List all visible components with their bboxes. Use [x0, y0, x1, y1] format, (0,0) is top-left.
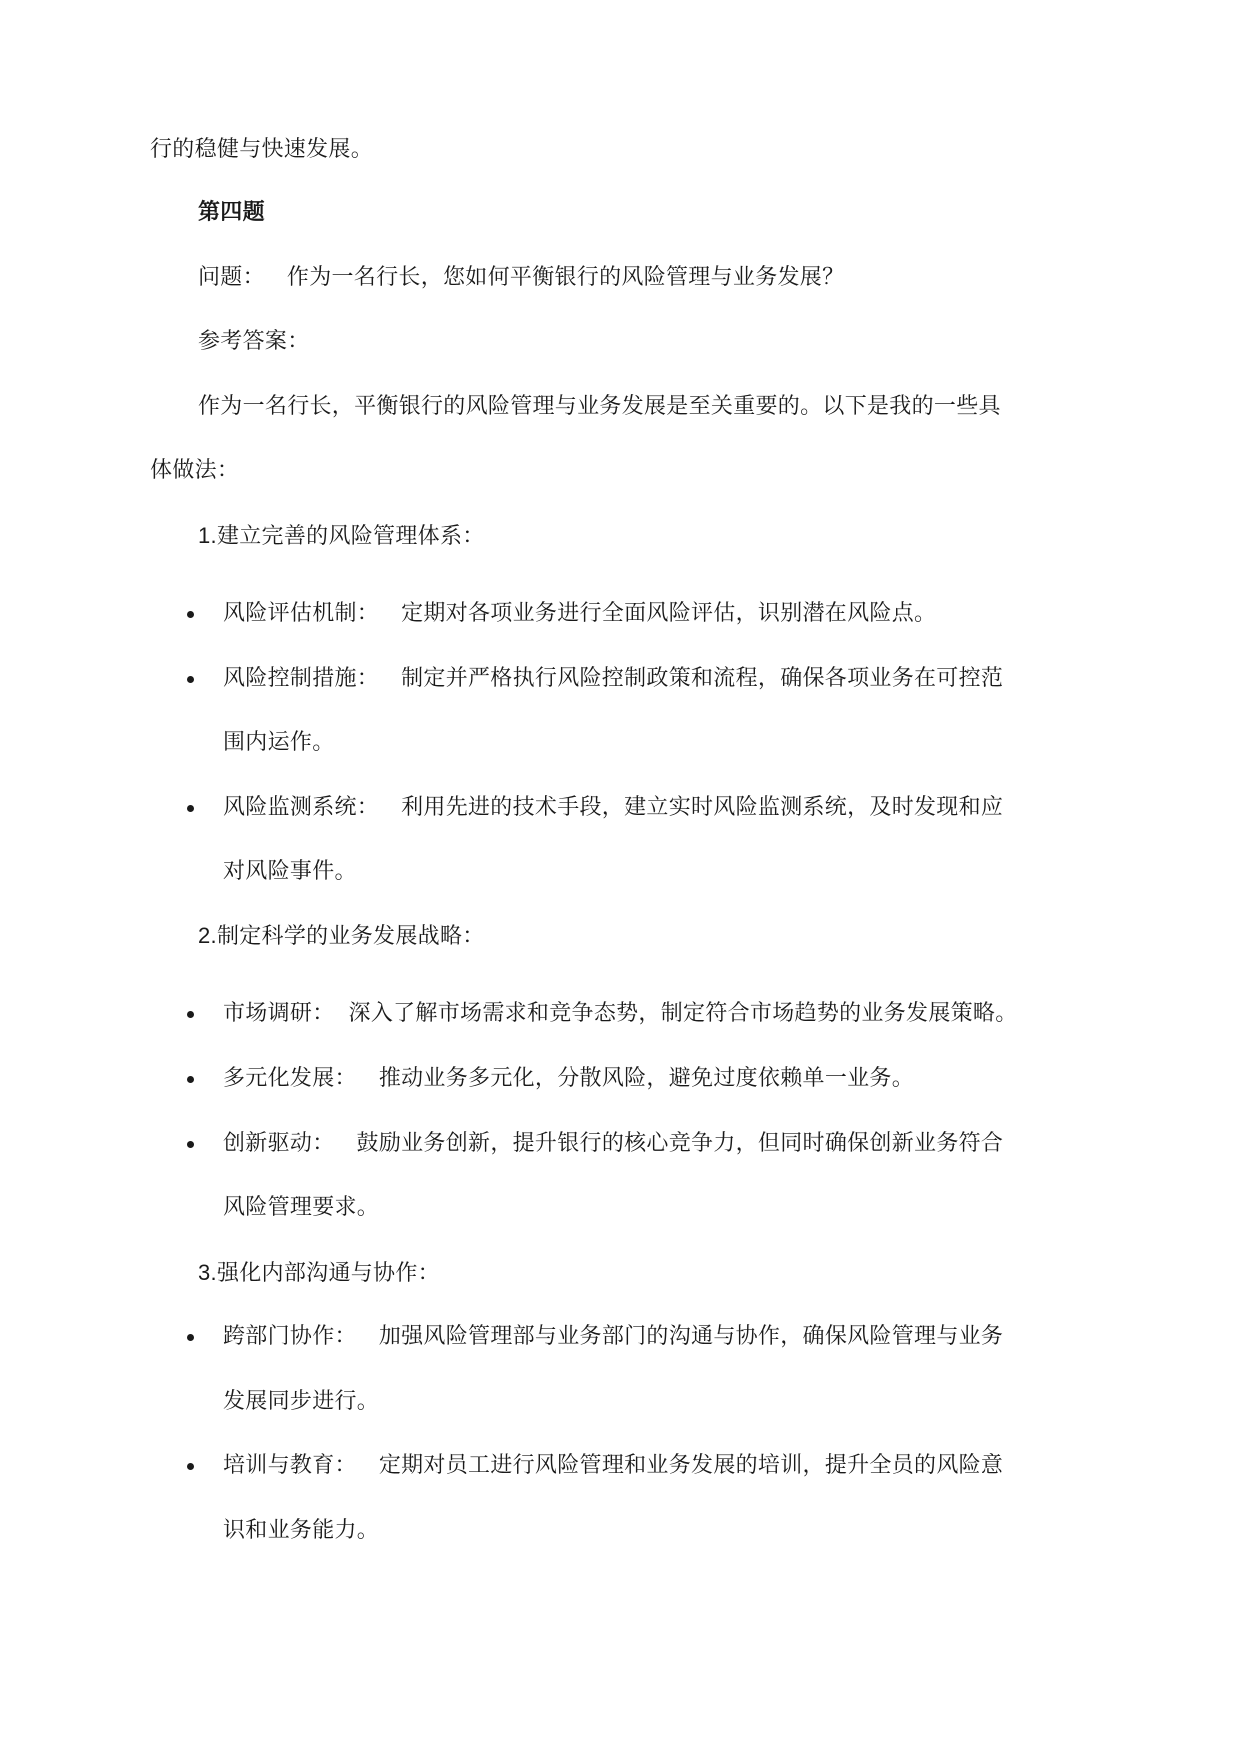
bullet-text: 鼓励业务创新，提升银行的核心竞争力，但同时确保创新业务符合 — [356, 1131, 1004, 1156]
section-title: 强化内部沟通与协作： — [216, 1261, 440, 1286]
question — [198, 263, 844, 293]
bullet-icon — [187, 1141, 194, 1148]
section-number: 3. — [198, 1260, 217, 1285]
list-item — [223, 664, 1003, 694]
answer-label: 参考答案： — [198, 329, 310, 354]
bullet-text: 深入了解市场需求和竞争态势，制定符合市场趋势的业务发展策略。 — [348, 1001, 1018, 1026]
bullet-text: 定期对员工进行风险管理和业务发展的培训，提升全员的风险意 — [378, 1453, 1004, 1478]
bullet-icon — [187, 1011, 194, 1018]
bullet-icon — [187, 611, 194, 618]
bullet-text: 定期对各项业务进行全面风险评估，识别潜在风险点。 — [401, 601, 937, 626]
section-3-title — [198, 1258, 440, 1289]
section-heading: 第四题 — [198, 200, 265, 225]
section-title: 制定科学的业务发展战略： — [216, 924, 485, 949]
list-item — [223, 1064, 914, 1094]
bullet-icon — [187, 1334, 194, 1341]
bullet-text: 推动业务多元化，分散风险，避免过度依赖单一业务。 — [378, 1066, 915, 1091]
bullet-label: 风险控制措施： — [223, 666, 380, 691]
bullet-text-cont: 对风险事件。 — [223, 859, 357, 884]
list-item — [223, 599, 936, 629]
bullet-icon — [187, 1463, 194, 1470]
list-item — [223, 1451, 1003, 1481]
list-item — [223, 1129, 1003, 1159]
bullet-text: 加强风险管理部与业务部门的沟通与协作，确保风险管理与业务 — [378, 1324, 1004, 1349]
question-text: 作为一名行长，您如何平衡银行的风险管理与业务发展？ — [286, 265, 845, 290]
answer-intro-line1: 作为一名行长，平衡银行的风险管理与业务发展是至关重要的。以下是我的一些具 — [198, 394, 1001, 419]
list-item — [223, 999, 1018, 1029]
question-label: 问题： — [198, 265, 265, 290]
bullet-icon — [187, 805, 194, 812]
intro-tail: 行的稳健与快速发展。 — [150, 137, 374, 162]
section-title: 建立完善的风险管理体系： — [216, 524, 485, 549]
section-1-title — [198, 521, 485, 552]
bullet-label: 风险监测系统： — [223, 795, 380, 820]
bullet-label: 多元化发展： — [223, 1066, 357, 1091]
bullet-text: 利用先进的技术手段，建立实时风险监测系统，及时发现和应 — [401, 795, 1004, 820]
bullet-label: 市场调研： — [223, 1001, 335, 1026]
bullet-icon — [187, 1076, 194, 1083]
bullet-text-cont: 发展同步进行。 — [223, 1389, 380, 1414]
section-number: 1. — [198, 523, 217, 548]
section-number: 2. — [198, 923, 217, 948]
bullet-label: 创新驱动： — [223, 1131, 335, 1156]
bullet-label: 风险评估机制： — [223, 601, 380, 626]
section-2-title — [198, 921, 485, 952]
bullet-text-cont: 识和业务能力。 — [223, 1518, 380, 1543]
bullet-icon — [187, 676, 194, 683]
bullet-text: 制定并严格执行风险控制政策和流程，确保各项业务在可控范 — [401, 666, 1004, 691]
list-item — [223, 793, 1003, 823]
answer-intro-line2: 体做法： — [150, 458, 240, 483]
bullet-text-cont: 围内运作。 — [223, 730, 335, 755]
bullet-label: 培训与教育： — [223, 1453, 357, 1478]
bullet-label: 跨部门协作： — [223, 1324, 357, 1349]
bullet-text-cont: 风险管理要求。 — [223, 1195, 380, 1220]
list-item — [223, 1322, 1003, 1352]
